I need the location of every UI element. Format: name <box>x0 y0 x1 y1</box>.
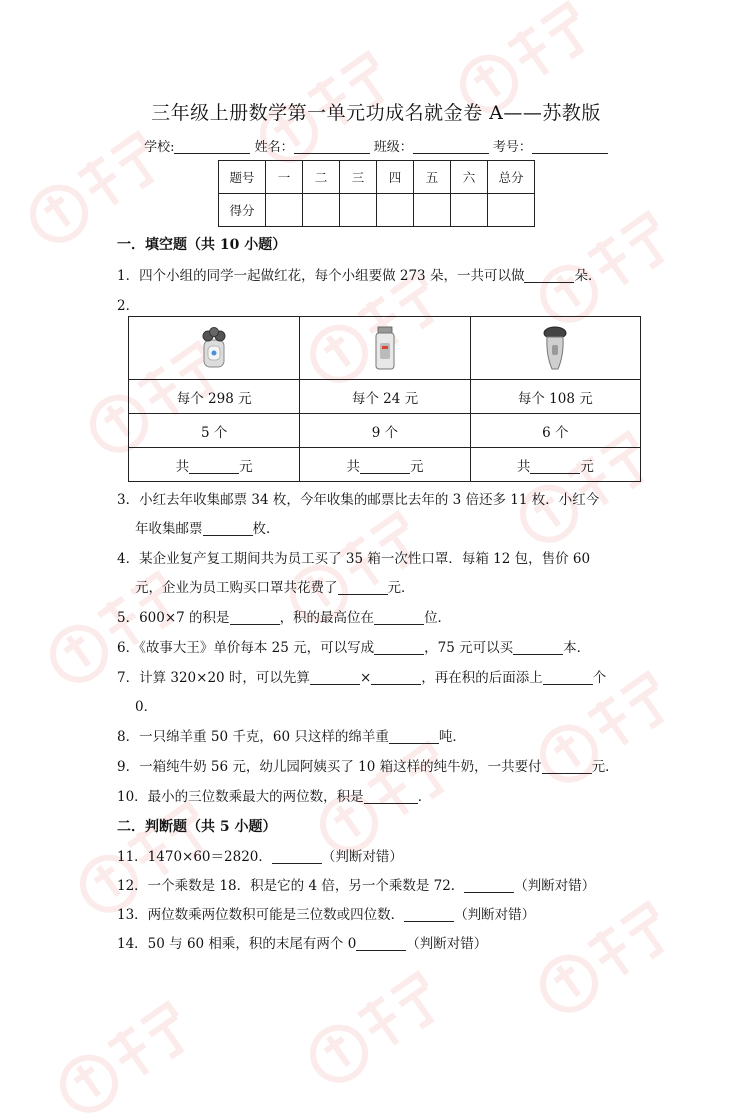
question-1 <box>117 264 601 284</box>
question-9 <box>117 755 619 775</box>
q4-text: 元，企业为员工购买口罩共花费了 <box>135 580 338 596</box>
product-qty: 5 个 <box>129 414 300 448</box>
q14-hint: （判断对错） <box>406 936 488 952</box>
student-info-line <box>0 136 752 155</box>
score-cell[interactable] <box>340 194 377 227</box>
q3-blank[interactable] <box>203 521 253 536</box>
name-blank[interactable] <box>294 139 370 154</box>
score-cell[interactable] <box>414 194 451 227</box>
product-total <box>129 448 300 482</box>
score-header-row <box>219 161 535 194</box>
product-total-row <box>129 448 641 482</box>
q6-unit: 本． <box>563 640 591 656</box>
total-blank[interactable] <box>530 459 580 474</box>
q10-text: 10．最小的三位数乘最大的两位数，积是 <box>117 789 364 805</box>
class-blank[interactable] <box>413 139 489 154</box>
q1-blank[interactable] <box>524 268 574 283</box>
total-prefix: 共 <box>516 458 531 475</box>
product-image-cell <box>129 317 300 380</box>
q5-text: 5．600×7 的积是 <box>117 610 230 626</box>
class-label: 班级： <box>373 140 413 155</box>
score-header-cell: 四 <box>377 161 414 194</box>
trimmer-icon <box>373 325 397 371</box>
total-blank[interactable] <box>189 459 239 474</box>
q6-blank-1[interactable] <box>374 640 424 655</box>
question-5 <box>117 606 451 626</box>
number-label: 考号： <box>492 140 532 155</box>
q13-blank[interactable] <box>404 907 454 922</box>
product-image-row <box>129 317 641 380</box>
product-price-row <box>129 380 641 414</box>
total-prefix: 共 <box>175 458 190 475</box>
score-cell[interactable] <box>266 194 303 227</box>
q7-unit: 个 <box>592 670 607 686</box>
question-10 <box>117 785 431 805</box>
product-qty: 9 个 <box>300 414 470 448</box>
rotary-shaver-icon <box>540 325 570 371</box>
q7-blank-2[interactable] <box>371 670 421 685</box>
section-1-heading: 一．填空题（共 10 小题） <box>117 237 287 253</box>
q1-unit: 朵． <box>574 268 602 284</box>
q7-blank-1[interactable] <box>310 670 360 685</box>
q12-text: 12．一个乘数是 18．积是它的 4 倍，另一个乘数是 72． <box>117 878 465 894</box>
question-13 <box>117 903 535 923</box>
school-blank[interactable] <box>174 139 250 154</box>
q10-blank[interactable] <box>364 789 418 804</box>
score-header-cell: 五 <box>414 161 451 194</box>
name-label: 姓名： <box>254 140 294 155</box>
score-header-cell: 三 <box>340 161 377 194</box>
product-qty-row <box>129 414 641 448</box>
question-4-cont <box>135 576 415 596</box>
product-price: 每个 298 元 <box>129 380 300 414</box>
q5-text-2: ，积的最高位在 <box>279 610 375 626</box>
product-price: 每个 24 元 <box>300 380 470 414</box>
q5-unit: 位． <box>424 610 452 626</box>
q6-text: 6．《故事大王》单价每本 25 元，可以写成 <box>117 640 375 656</box>
product-qty: 6 个 <box>470 414 640 448</box>
question-4: 4．某企业复产复工期间共为员工买了 35 箱一次性口罩．每箱 12 包，售价 60 <box>117 551 591 567</box>
product-total <box>470 448 640 482</box>
exam-title: 三年级上册数学第一单元功成名就金卷 A——苏教版 <box>151 102 601 124</box>
question-11 <box>117 845 403 865</box>
total-blank[interactable] <box>360 459 410 474</box>
question-6 <box>117 636 590 656</box>
score-header-cell: 总分 <box>488 161 535 194</box>
q8-text: 8．一只绵羊重 50 千克，60 只这样的绵羊重 <box>117 729 389 745</box>
score-header-cell: 一 <box>266 161 303 194</box>
question-3-cont <box>135 517 280 537</box>
q4-blank[interactable] <box>338 580 388 595</box>
product-image-cell <box>470 317 640 380</box>
question-7 <box>117 666 606 686</box>
question-8 <box>117 725 466 745</box>
score-header-cell: 六 <box>451 161 488 194</box>
q13-text: 13．两位数乘两位数积可能是三位数或四位数． <box>117 907 405 923</box>
q10-end: ． <box>417 789 432 805</box>
q3-text: 年收集邮票 <box>135 521 203 537</box>
q12-blank[interactable] <box>464 878 514 893</box>
product-table <box>128 316 641 482</box>
score-table <box>218 160 535 227</box>
score-cell[interactable] <box>377 194 414 227</box>
q8-unit: 吨． <box>438 729 466 745</box>
q3-unit: 枚． <box>252 521 280 537</box>
q7-text-2: ，再在积的后面添上 <box>421 670 543 686</box>
total-unit: 元 <box>239 458 253 475</box>
score-header-cell: 题号 <box>219 161 266 194</box>
q1-text: 1．四个小组的同学一起做红花，每个小组要做 273 朵，一共可以做 <box>117 268 525 284</box>
q13-hint: （判断对错） <box>454 907 536 923</box>
q14-text: 14．50 与 60 相乘，积的末尾有两个 0 <box>117 936 357 952</box>
q8-blank[interactable] <box>389 729 439 744</box>
product-total <box>300 448 470 482</box>
q6-blank-2[interactable] <box>513 640 563 655</box>
score-cell[interactable] <box>303 194 340 227</box>
score-cell[interactable] <box>451 194 488 227</box>
total-unit: 元 <box>409 458 424 475</box>
product-price: 每个 108 元 <box>470 380 640 414</box>
question-12 <box>117 874 595 894</box>
q7-text: 7．计算 320×20 时，可以先算 <box>117 670 310 686</box>
question-7-cont: 0． <box>135 699 158 715</box>
q5-blank-1[interactable] <box>230 610 280 625</box>
question-3: 3．小红去年收集邮票 34 枚，今年收集的邮票比去年的 3 倍还多 11 枚．小红今 <box>117 492 600 508</box>
section-2-heading: 二．判断题（共 5 小题） <box>117 819 277 835</box>
q11-hint: （判断对错） <box>321 849 403 865</box>
total-prefix: 共 <box>346 458 360 475</box>
score-row-label: 得分 <box>219 194 266 227</box>
q4-unit: 元． <box>387 580 415 596</box>
shaver-icon <box>197 326 231 370</box>
score-value-row <box>219 194 535 227</box>
school-label: 学校: <box>144 140 175 155</box>
q7-blank-3[interactable] <box>543 670 593 685</box>
q14-blank[interactable] <box>356 936 406 951</box>
score-cell[interactable] <box>488 194 535 227</box>
q9-blank[interactable] <box>542 759 592 774</box>
q9-unit: 元． <box>591 759 619 775</box>
q6-text-2: ，75 元可以买 <box>424 640 514 656</box>
q9-text: 9．一箱纯牛奶 56 元，幼儿园阿姨买了 10 箱这样的纯牛奶，一共要付 <box>117 759 542 775</box>
total-unit: 元 <box>580 458 594 475</box>
number-blank[interactable] <box>532 139 608 154</box>
question-2: 2． <box>117 298 140 314</box>
q11-text: 11．1470×60＝2820． <box>117 849 272 865</box>
q11-blank[interactable] <box>272 849 322 864</box>
q7-times: × <box>359 670 372 686</box>
q12-hint: （判断对错） <box>514 878 596 894</box>
product-image-cell <box>300 317 470 380</box>
question-14 <box>117 932 487 952</box>
q5-blank-2[interactable] <box>374 610 424 625</box>
score-header-cell: 二 <box>303 161 340 194</box>
